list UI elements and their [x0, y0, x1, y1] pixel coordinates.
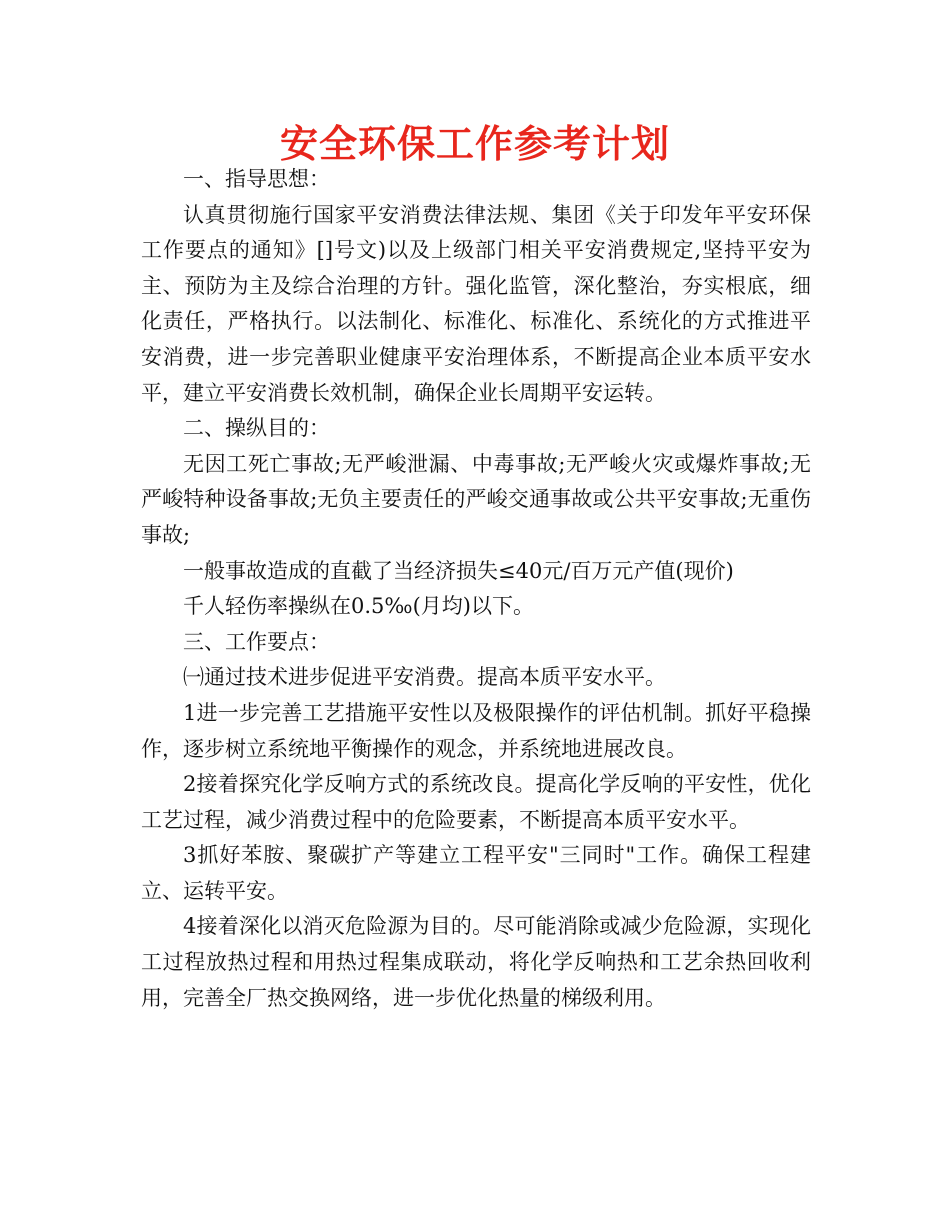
- section-heading-guiding-thought: 一、指导思想：: [183, 167, 330, 191]
- subsection-heading: ㈠通过技术进步促进平安消费。提高本质平安水平。: [183, 665, 666, 690]
- paragraph: 认真贯彻施行国家平安消费法律法规、集团《关于印发年平安环保工作要点的通知》[]号文)以及上级部门相关平安消费规定,坚持平安为主、预防为主及综合治理的方针。强化监管，深化整治，夯实根底，细化责任，严格执行。以法制化、标准化、标准化、系统化的方式推进平安消费，进一步完善职业健康平安治理体系，不断提高企业本质平安水平，建立平安消费长效机制，确保企业长周期平安运转。: [141, 202, 811, 405]
- list-item: 3抓好苯胺、聚碳扩产等建立工程平安"三同时"工作。确保工程建立、运转平安。: [141, 843, 811, 903]
- section-heading-work-points: 三、工作要点：: [183, 629, 330, 654]
- list-item: 1进一步完善工艺措施平安性以及极限操作的评估机制。抓好平稳操作，逐步树立系统地平衡操作的观念，并系统地进展改良。: [141, 700, 811, 761]
- paragraph: 千人轻伤率操纵在0.5‰(月均)以下。: [183, 594, 534, 619]
- list-item: 2接着探究化学反响方式的系统改良。提高化学反响的平安性，优化工艺过程，减少消费过程中的危险要素，不断提高本质平安水平。: [141, 772, 811, 832]
- paragraph: 无因工死亡事故;无严峻泄漏、中毒事故;无严峻火灾或爆炸事故;无严峻特种设备事故;无负主要责任的严峻交通事故或公共平安事故;无重伤事故;: [141, 451, 811, 547]
- paragraph: 一般事故造成的直截了当经济损失≤40元/百万元产值(现价): [183, 558, 734, 583]
- document-body: [141, 162, 811, 1016]
- list-item: 4接着深化以消灭危险源为目的。尽可能消除或减少危险源，实现化工过程放热过程和用热过程集成联动，将化学反响热和工艺余热回收利用，完善全厂热交换网络，进一步优化热量的梯级利用。: [141, 914, 811, 1010]
- document-title: 安全环保工作参考计划: [279, 122, 670, 166]
- section-heading-control-targets: 二、操纵目的：: [183, 416, 330, 441]
